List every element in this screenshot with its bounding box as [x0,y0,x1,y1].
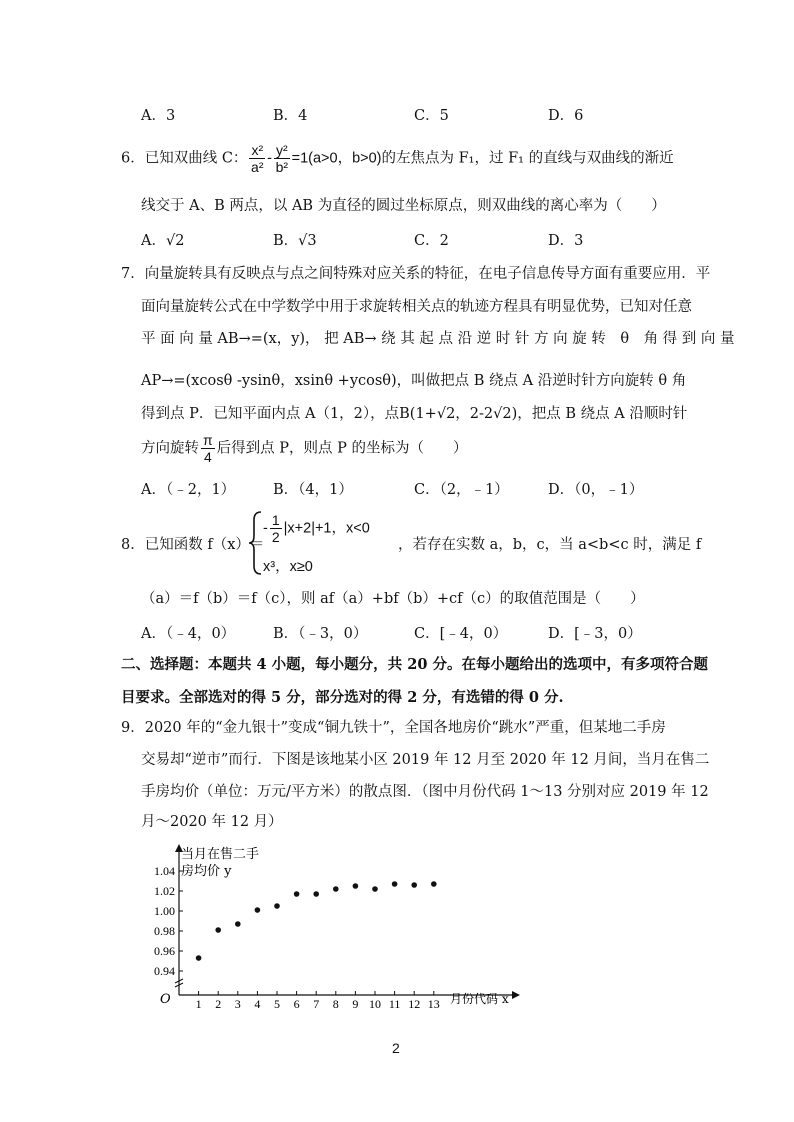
q8-brace [248,510,264,576]
x-tick-label: 7 [313,997,320,1011]
q6-option-c: C．2 [414,233,449,249]
q8-piece2: x³，x≥0 [263,559,313,575]
data-point [372,886,378,892]
section2-heading-line1: 二、选择题：本题共 4 小题，每小题分，共 20 分。在每小题给出的选项中，有多项符合题 [121,656,708,673]
q7-line4: AP→=(xcosθ -ysinθ，xsinθ +ycosθ)，叫做把点 B 绕点 A 沿逆时针方向旋转 θ 角 [141,373,687,389]
q8-frac-half: $\frac{1}{2}$ [271,512,280,545]
q7-option-d: D．（0，﹣1） [548,482,644,498]
data-point [294,891,300,897]
y-tick-label: 0.96 [154,944,175,958]
data-point [411,882,417,888]
q9-line1: 9．2020 年的“金九银十”变成“铜九铁十”，全国各地房价“跳水”严重，但某地二手房 [121,720,666,736]
q9-line4: 月～2020 年 12 月） [141,814,283,830]
q8-option-d: D．[﹣3，0） [548,626,642,642]
x-tick-label: 3 [234,997,241,1011]
data-point [255,907,261,913]
q7-option-a: A．（﹣2，1） [141,482,236,498]
q6-option-a: A．√2 [141,233,185,249]
q5-option-a: A．3 [141,108,176,124]
x-axis-label: 月份代码 x [450,992,509,1006]
q6-line1: 6．已知双曲线 C： $\frac{\text{x²}}{\text{a²}}$ - $\frac{\text{y²}}{\text{b²}}$ =1(a>0，b>0)的左焦点为 F₁，过 F₁ 的直线与双曲线的渐近 [121,142,674,175]
data-point [313,891,319,897]
x-tick-label: 5 [274,997,280,1011]
q8-option-a: A．（﹣4，0） [141,626,236,642]
q7-frac-pi4: $\frac{\pi}{4}$ [203,432,213,465]
data-point [274,903,280,909]
x-ticks [196,991,440,1011]
y-tick-label: 1.02 [154,884,175,898]
q6-line2: 线交于 A、B 两点，以 AB 为直径的圆过坐标原点，则双曲线的离心率为（ ） [141,198,666,214]
q7-option-c: C．（2，﹣1） [414,482,509,498]
q8-line2: （a）＝f（b）＝f（c），则 af（a）+bf（b）+cf（c）的取值范围是（ ） [141,591,645,607]
q6-suffix: 的左焦点为 F₁，过 F₁ 的直线与双曲线的渐近 [381,150,674,167]
q8-suffix: ，若存在实数 a，b，c，当 a<b<c 时，满足 f [398,537,702,553]
q8-option-c: C．[﹣4，0） [414,626,508,642]
y-axis-label-line2: 房均价 y [181,864,232,879]
x-tick-label: 1 [195,997,202,1011]
q6-frac-y: $\frac{\text{y²}}{\text{b²}}$ [275,142,289,175]
q8-piece1: - $\frac{1}{2}$ |x+2|+1，x<0 [263,512,370,545]
page-number: 2 [392,1040,400,1056]
q7-line3: 平 面 向 量 AB→=(x，y)， 把 AB→ 绕 其 起 点 沿 逆 时 针 方 向 旋 转 θ 角 得 到 向 量 [141,331,735,347]
data-point [333,886,339,892]
q5-option-c: C．5 [414,108,449,124]
data-point [431,881,437,887]
y-tick-label: 1.00 [154,904,175,918]
q7-line2: 面向量旋转公式在中学数学中用于求旋转相关点的轨迹方程具有明显优势，已知对任意 [141,299,692,315]
data-point [215,927,221,933]
q8-option-b: B．（﹣3，0） [273,626,368,642]
data-points [196,881,437,961]
x-axis-arrow [512,991,520,999]
scatter-chart [150,842,550,1012]
q8-prefix: 8．已知函数 f（x）＝ [121,537,265,553]
q5-option-b: B．4 [273,108,308,124]
q9-line3: 手房均价（单位：万元/平方米）的散点图．（图中月份代码 1～13 分别对应 2019 年 12 [141,784,709,800]
q6-prefix: 6．已知双曲线 C： [121,150,248,167]
data-point [196,955,202,961]
q7-line5: 得到点 P．已知平面内点 A（1，2），点B(1+√2，2-2√2)，把点 B 绕点 A 沿顺时针 [141,406,688,422]
q5-option-d: D．6 [548,108,584,124]
section2-heading-line2: 目要求。全部选对的得 5 分，部分选对的得 2 分，有选错的得 0 分. [121,689,564,706]
x-tick-label: 8 [332,997,339,1011]
x-tick-label: 6 [293,997,300,1011]
y-axis-label-line1: 当月在售二手 [181,847,260,862]
x-tick-label: 4 [254,997,261,1011]
x-tick-label: 13 [427,997,440,1011]
y-tick-label: 1.04 [154,864,175,878]
q6-option-d: D．3 [548,233,584,249]
q7-option-b: B．（4，1） [273,482,353,498]
q6-option-b: B．√3 [273,233,317,249]
y-tick-label: 0.98 [154,924,175,938]
data-point [392,881,398,887]
data-point [353,883,359,889]
q7-line1: 7．向量旋转具有反映点与点之间特殊对应关系的特征，在电子信息传导方面有重要应用．平 [121,266,711,282]
q9-line2: 交易却“逆市”而行．下图是该地某小区 2019 年 12 月至 2020 年 12 月间，当月在售二 [141,752,710,768]
x-tick-label: 10 [369,997,381,1011]
y-tick-label: 0.94 [154,964,175,978]
origin-label: O [160,992,171,1007]
x-tick-label: 12 [408,997,421,1011]
x-tick-label: 2 [215,997,222,1011]
q6-condition: =1(a>0，b>0) [291,150,382,167]
x-tick-label: 9 [352,997,359,1011]
q6-frac-x: $\frac{\text{x²}}{\text{a²}}$ [251,142,264,175]
q7-line6: 方向旋转 $\frac{\pi}{4}$ 后得到点 P，则点 P 的坐标为（ ） [141,432,468,465]
data-point [235,921,241,927]
x-tick-label: 11 [388,997,401,1011]
